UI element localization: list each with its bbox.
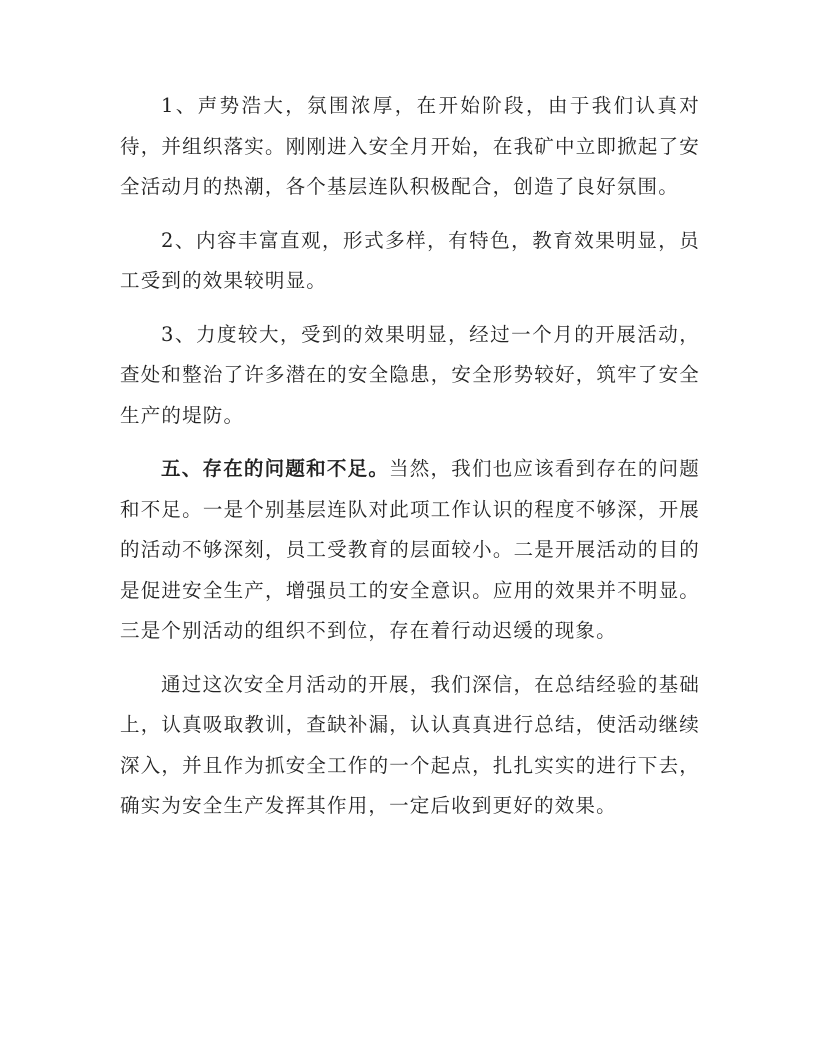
paragraph-5 — [120, 665, 700, 827]
paragraph-2-text: 2、内容丰富直观，形式多样，有特色，教育效果明显，员工受到的效果较明显。 — [120, 228, 700, 292]
paragraph-3-text: 3、力度较大，受到的效果明显，经过一个月的开展活动，查处和整治了许多潜在的安全隐患，安全形势较好，筑牢了安全生产的堤防。 — [120, 322, 700, 427]
document-body — [120, 86, 700, 840]
paragraph-5-text: 通过这次安全月活动的开展，我们深信，在总结经验的基础上，认真吸取教训，查缺补漏，认认真真进行总结，使活动继续深入，并且作为抓安全工作的一个起点，扎扎实实的进行下去，确实为安全生产发挥其作用，一定后收到更好的效果。 — [120, 672, 700, 817]
paragraph-4 — [120, 449, 700, 652]
paragraph-2 — [120, 221, 700, 302]
paragraph-4-text: 当然，我们也应该看到存在的问题和不足。一是个别基层连队对此项工作认识的程度不够深，开展的活动不够深刻，员工受教育的层面较小。二是开展活动的目的是促进安全生产，增强员工的安全意识。应用的效果并不明显。三是个别活动的组织不到位，存在着行动迟缓的现象。 — [120, 457, 700, 642]
paragraph-1 — [120, 86, 700, 208]
paragraph-3 — [120, 315, 700, 437]
paragraph-1-text: 1、声势浩大，氛围浓厚，在开始阶段，由于我们认真对待，并组织落实。刚刚进入安全月开始，在我矿中立即掀起了安全活动月的热潮，各个基层连队积极配合，创造了良好氛围。 — [120, 94, 700, 198]
section-heading: 五、存在的问题和不足。 — [161, 457, 390, 480]
